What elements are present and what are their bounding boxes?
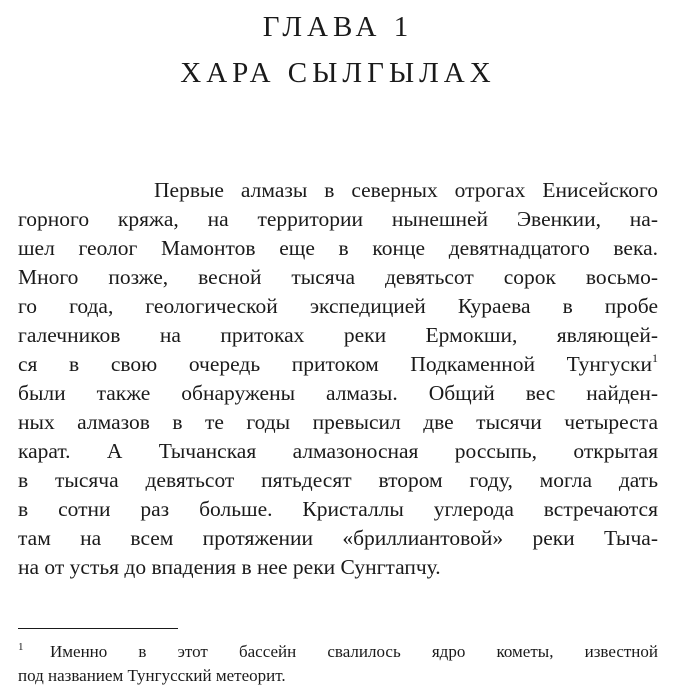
paragraph-line: Много позже, весной тысяча девятьсот сорок восьмо-	[18, 265, 658, 289]
footnote-divider	[18, 628, 178, 629]
footnote-reference[interactable]: 1	[652, 351, 658, 365]
paragraph-line: Первые алмазы в северных отрогах Енисейского	[154, 178, 658, 202]
paragraph-line: там на всем протяжении «бриллиантовой» реки Тыча-	[18, 526, 658, 550]
footnote-line: под названием Тунгусский метеорит.	[18, 666, 286, 685]
paragraph-line: в тысяча девятьсот пятьдесят втором году, могла дать	[18, 468, 658, 492]
chapter-title: ХАРА СЫЛГЫЛАХ	[180, 57, 496, 89]
footnote	[18, 640, 658, 688]
chapter-label: ГЛАВА 1	[262, 11, 414, 43]
paragraph-line: были также обнаружены алмазы. Общий вес найден-	[18, 381, 658, 405]
body-paragraph	[18, 176, 658, 582]
paragraph-line: горного кряжа, на территории нынешней Эвенкии, на-	[18, 207, 658, 231]
paragraph-line: ных алмазов в те годы превысил две тысячи четыреста	[18, 410, 658, 434]
paragraph-line: карат. А Тычанская алмазоносная россыпь, открытая	[18, 439, 658, 463]
paragraph-line-text: ся в свою очередь притоком Подкаменной Тунгуски	[18, 352, 652, 376]
paragraph-line: го года, геологической экспедицией Кураева в пробе	[18, 294, 658, 318]
footnote-text: Именно в этот бассейн свалилось ядро кометы, известной	[50, 642, 658, 661]
footnote-line: 1 Именно в этот бассейн свалилось ядро кометы, известной	[18, 641, 658, 661]
paragraph-line-with-footnote	[18, 350, 658, 379]
paragraph-line: галечников на притоках реки Ермокши, являющей-	[18, 323, 658, 347]
paragraph-line: в сотни раз больше. Кристаллы углерода встречаются	[18, 497, 658, 521]
paragraph-line: шел геолог Мамонтов еще в конце девятнадцатого века.	[18, 236, 658, 260]
paragraph-line: на от устья до впадения в нее реки Сунгтапчу.	[18, 555, 441, 579]
